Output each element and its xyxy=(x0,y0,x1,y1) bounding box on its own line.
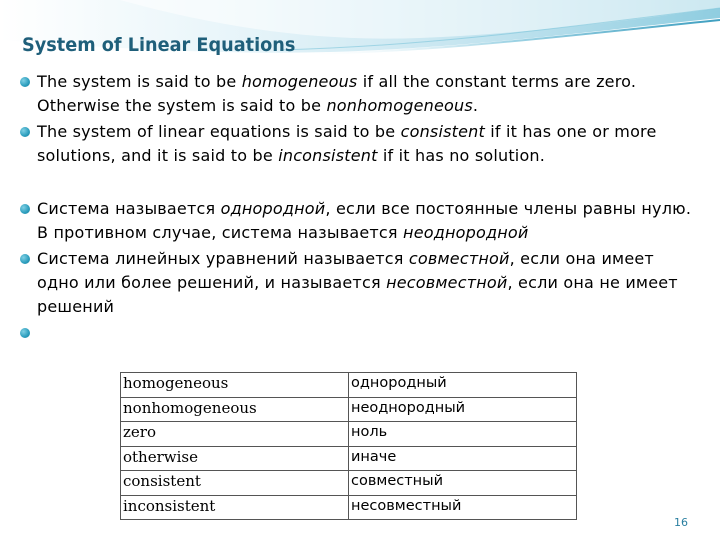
bullet-dot-icon xyxy=(20,77,30,87)
term-neodnorodnoy: неоднородной xyxy=(403,223,529,242)
bullet-homogeneous-ru xyxy=(20,197,700,245)
table-row xyxy=(121,373,577,398)
term-nesovmestnoy: несовместной xyxy=(386,273,508,292)
bullet-consistent-en xyxy=(20,120,700,168)
table-row xyxy=(121,397,577,422)
table-cell-english: nonhomogeneous xyxy=(121,397,349,422)
bullet-empty xyxy=(20,321,700,345)
vocabulary-table xyxy=(120,372,577,520)
bullet-text: Система называется xyxy=(37,199,221,218)
bullet-text: The system of linear equations is said to be xyxy=(37,122,401,141)
table-cell-russian: неоднородный xyxy=(349,397,577,422)
term-odnorodnoy: однородной xyxy=(220,199,326,218)
bullet-homogeneous-en xyxy=(20,70,700,118)
table-cell-russian: совместный xyxy=(349,471,577,496)
table-row xyxy=(121,495,577,520)
bullet-text: . xyxy=(472,96,479,115)
table-cell-english: inconsistent xyxy=(121,495,349,520)
table-cell-english: otherwise xyxy=(121,446,349,471)
table-cell-russian: ноль xyxy=(349,422,577,447)
bullet-dot-icon xyxy=(20,328,30,338)
bullet-dot-icon xyxy=(20,254,30,264)
table-cell-russian: иначе xyxy=(349,446,577,471)
table-cell-english: zero xyxy=(121,422,349,447)
bullet-text: if all the constant terms are zero. Otherwise the system is said to be xyxy=(37,72,637,115)
term-nonhomogeneous: nonhomogeneous xyxy=(326,96,473,115)
term-consistent: consistent xyxy=(400,122,485,141)
table-cell-english: homogeneous xyxy=(121,373,349,398)
bullet-text: if it has one or more solutions, and it is said to be xyxy=(37,122,657,165)
table-cell-russian: однородный xyxy=(349,373,577,398)
table-cell-english: consistent xyxy=(121,471,349,496)
table-row xyxy=(121,446,577,471)
term-inconsistent: inconsistent xyxy=(278,146,378,165)
bullet-list xyxy=(20,70,700,345)
table-row xyxy=(121,422,577,447)
bullet-consistent-ru xyxy=(20,247,700,319)
bullet-text: , если она не имеет решений xyxy=(37,273,678,316)
bullet-text: if it has no solution. xyxy=(377,146,546,165)
bullet-text: Система линейных уравнений называется xyxy=(37,249,409,268)
term-sovmestnoy: совместной xyxy=(408,249,510,268)
slide-title: System of Linear Equations xyxy=(22,34,296,56)
bullet-text: , если все постоянные члены равны нулю. В противном случае, система называется xyxy=(37,199,692,242)
bullet-text: The system is said to be xyxy=(37,72,242,91)
term-homogeneous: homogeneous xyxy=(241,72,358,91)
page-number: 16 xyxy=(674,516,688,529)
table-cell-russian: несовместный xyxy=(349,495,577,520)
bullet-text: , если она имеет одно или более решений, и называется xyxy=(37,249,654,292)
table-row xyxy=(121,471,577,496)
bullet-dot-icon xyxy=(20,127,30,137)
bullet-dot-icon xyxy=(20,204,30,214)
